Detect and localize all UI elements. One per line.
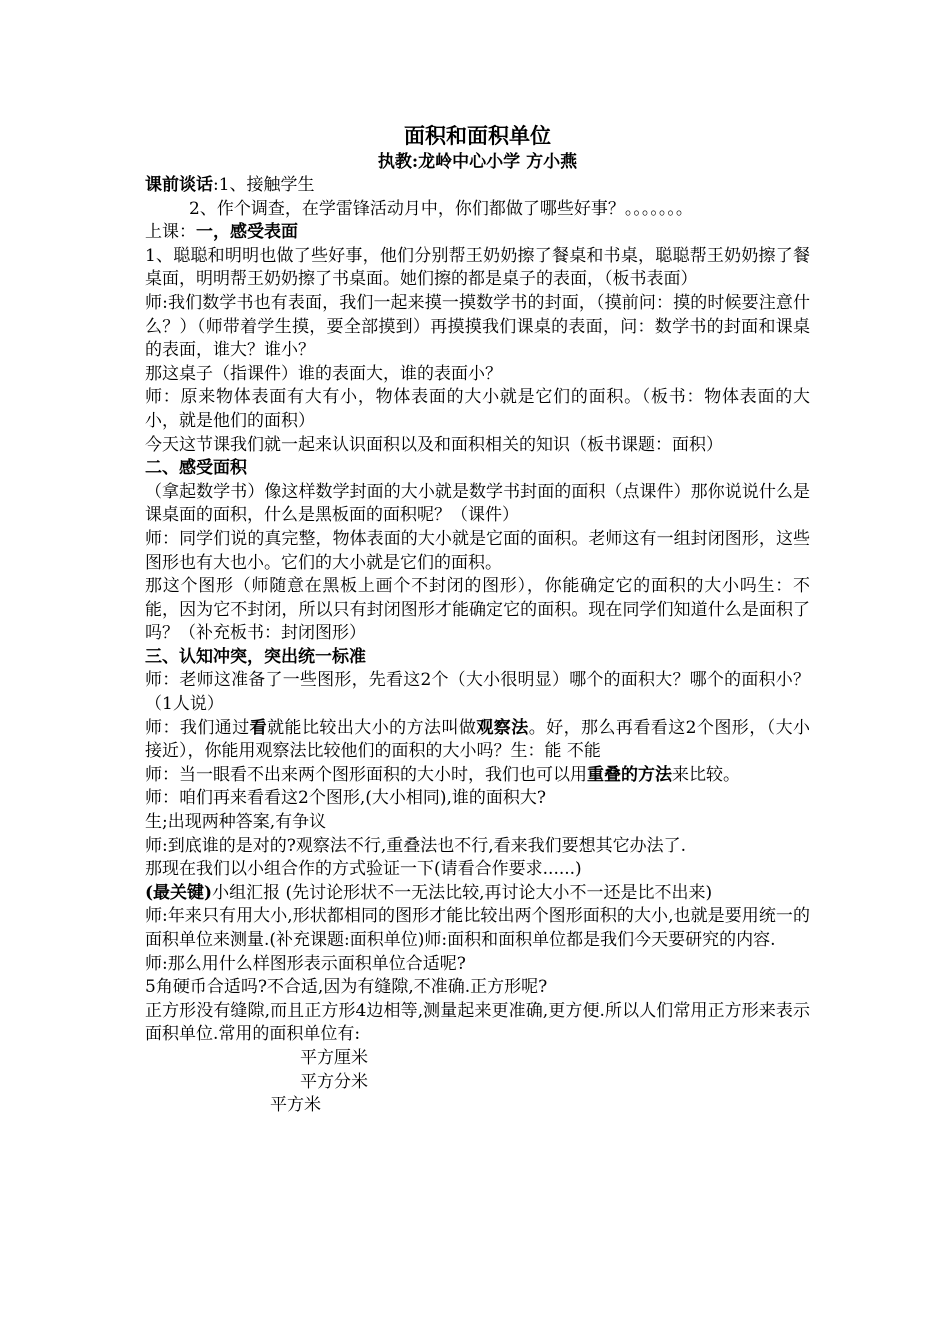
class-start-label: 上课： [145,222,196,243]
text-run: 师：当一眼看不出来两个图形面积的大小时，我们也可以用 [145,764,587,785]
paragraph: 正方形没有缝隙,而且正方形4边相等,测量起来更准确,更方便.所以人们常用正方形来表示面积单位.常用的面积单位有: [145,1000,810,1045]
section-3-heading: 三、认知冲突，突出统一标准 [145,646,366,667]
paragraph: 师:年来只有用大小,形状都相同的图形才能比较出两个图形面积的大小,也就是要用统一的面积单位来测量.(补充课题:面积单位)师:面积和面积单位都是我们今天要研究的内容. [145,906,810,950]
paragraph: 5角硬币合适吗?不合适,因为有缝隙,不准确.正方形呢? [145,977,548,998]
paragraph: 师:那么用什么样图形表示面积单位合适呢? [145,953,466,974]
unit-item: 平方厘米 [300,1047,368,1068]
section-1-heading [145,221,810,245]
document-subtitle: 执教:龙岭中心小学 方小燕 [377,152,578,172]
paragraph: 师:到底谁的是对的?观察法不行,重叠法也不行,看来我们要想其它办法了. [145,835,687,856]
paragraph: （拿起数学书）像这样数学封面的大小就是数学书封面的面积（点课件）那你说说什么是课桌面的面积，什么是黑板面的面积呢？（课件） [145,481,810,526]
pre-talk-item-1: :1、接触学生 [213,175,315,195]
paragraph [145,717,810,764]
paragraph: 师：同学们说的真完整，物体表面的大小就是它面的面积。老师这有一组封闭图形，这些图形也有大也小。它们的大小就是它们的面积。 [145,528,810,573]
text-run: 。好，那么再看看这2个图形，（大小接近），你能用观察法比较他们的面积的大小吗？生：能 不能 [145,717,811,762]
emphasis-text: 重叠的方法 [587,764,672,785]
paragraph: 1、聪聪和明明也做了些好事，他们分别帮王奶奶擦了餐桌和书桌，聪聪帮王奶奶擦了餐桌面，明明帮王奶奶擦了书桌面。她们擦的都是桌子的表面，（板书表面） [145,245,810,290]
text-run: 师：我们通过 [145,717,250,738]
paragraph: 生;出现两种答案,有争议 [145,812,327,833]
paragraph: 那这个图形（师随意在黑板上画个不封闭的图形），你能确定它的面积的大小吗生：不能，因为它不封闭，所以只有封闭图形才能确定它的面积。现在同学们知道什么是面积了吗？（补充板书：封闭图形） [145,576,810,644]
paragraph: 师：咱们再来看看这2个图形,(大小相同),谁的面积大? [145,788,547,809]
paragraph [145,882,810,906]
paragraph: 师：原来物体表面有大有小，物体表面的大小就是它们的面积。（板书：物体表面的大小，就是他们的面积） [145,387,810,431]
paragraph: 师:我们数学书也有表面，我们一起来摸一摸数学书的封面，（摸前问：摸的时候要注意什么？）（师带着学生摸，要全部摸到）再摸摸我们课桌的表面，问：数学书的封面和课桌的表面，谁大？谁小？ [145,292,810,361]
document-page [145,112,810,1118]
pre-talk-item-2: 2、作个调查，在学雷锋活动月中，你们都做了哪些好事？。。。。。。。 [189,198,693,219]
emphasis-text: 看 [249,717,268,738]
emphasis-text: 观察法 [476,717,529,738]
text-run: 就能比较出大小的方法叫做 [267,717,477,738]
paragraph [145,764,810,788]
text-run: 来比较。 [672,764,740,785]
paragraph: 师：老师这准备了一些图形，先看这2个（大小很明显）哪个的面积大？哪个的面积小？（1人说） [145,670,810,715]
paragraph: 那这桌子（指课件）谁的表面大，谁的表面小？ [145,363,502,384]
section-2-heading: 二、感受面积 [145,458,247,479]
section-1-title: 一，感受表面 [196,222,298,243]
paragraph: 那现在我们以小组合作的方式验证一下(请看合作要求......) [145,859,582,880]
unit-item: 平方米 [270,1095,321,1116]
emphasis-text: (最关键) [145,882,213,903]
document-title: 面积和面积单位 [404,123,551,148]
pre-talk-label: 课前谈话 [145,175,213,195]
text-run: 小组汇报 (先讨论形状不一无法比较,再讨论大小不一还是比不出来) [212,882,713,903]
paragraph: 今天这节课我们就一起来认识面积以及和面积相关的知识（板书课题：面积） [145,434,723,455]
pre-talk-line-1 [145,174,810,198]
unit-item: 平方分米 [300,1071,368,1092]
